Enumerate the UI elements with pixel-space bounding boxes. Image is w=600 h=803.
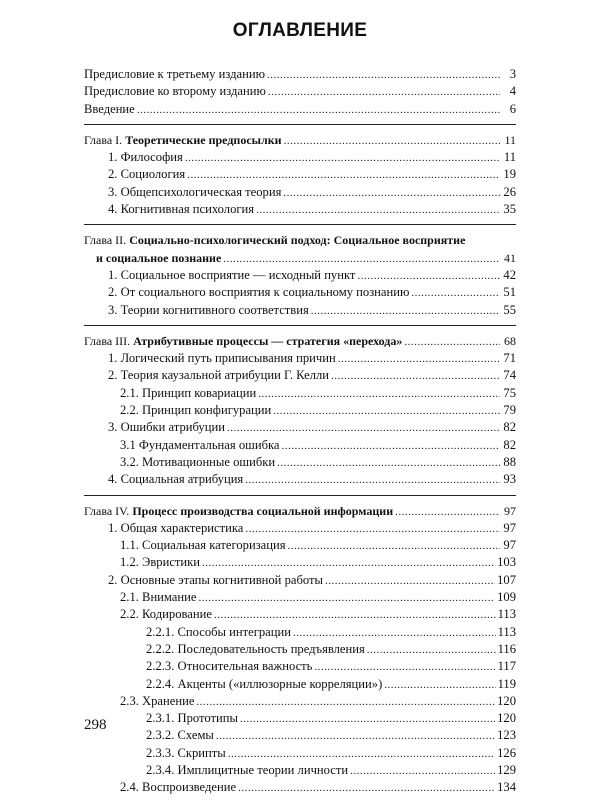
dot-leader — [277, 455, 500, 472]
entry-title: 3. Теории когнитивного соответствия — [108, 302, 309, 317]
chapter-entry[interactable] — [84, 132, 516, 149]
page-ref: 11 — [503, 150, 516, 165]
chapter-entry[interactable] — [84, 250, 516, 267]
entry-title: 2.4. Воспроизведение — [120, 780, 237, 795]
dot-leader — [283, 185, 500, 202]
page-ref: 116 — [497, 641, 516, 656]
toc-section — [84, 124, 516, 224]
chapter-number: Глава II. — [84, 233, 130, 248]
entry-title: 2.3.3. Скрипты — [146, 745, 226, 760]
toc-section — [84, 325, 516, 495]
toc-entry[interactable] — [84, 727, 516, 744]
page-title: ОГЛАВЛЕНИЕ — [232, 20, 368, 41]
dot-leader — [288, 538, 500, 555]
page-ref: 79 — [503, 403, 516, 418]
toc-section — [84, 224, 516, 324]
entry-title: Предисловие к третьему изданию — [84, 67, 265, 81]
page-ref: 35 — [503, 202, 516, 217]
page-ref: 82 — [503, 437, 516, 452]
dot-leader — [367, 642, 496, 659]
toc-entry[interactable] — [84, 572, 516, 589]
toc-entry[interactable] — [84, 589, 516, 606]
entry-title: 2.2.4. Акценты («иллюзорные корреляции») — [146, 676, 383, 691]
page-ref: 134 — [497, 780, 516, 795]
dot-leader — [187, 167, 500, 184]
page-ref: 26 — [503, 184, 516, 199]
entry-title: 4. Социальная атрибуция — [108, 472, 244, 487]
chapter-title: и социальное познание — [96, 250, 222, 265]
toc-entry[interactable] — [84, 367, 516, 384]
entry-title: 1. Социальное восприятие — исходный пункт — [108, 267, 356, 282]
page-ref: 113 — [497, 624, 516, 639]
page-ref: 103 — [497, 555, 516, 570]
entry-title: Предисловие ко второму изданию — [84, 84, 266, 99]
dot-leader — [196, 694, 495, 711]
dot-leader — [240, 711, 495, 728]
toc-entry[interactable] — [84, 184, 516, 201]
dot-leader — [256, 202, 500, 219]
page-ref: 129 — [497, 762, 516, 777]
page-ref: 42 — [503, 267, 516, 282]
dot-leader — [227, 420, 500, 437]
toc-entry[interactable] — [84, 676, 516, 693]
entry-title — [96, 250, 221, 267]
dot-leader — [331, 368, 500, 385]
chapter-title: Социально-психологический подход: Социальное восприятие — [129, 233, 466, 248]
dot-leader — [258, 386, 500, 403]
entry-title: 2. От социального восприятия к социальному познанию — [108, 285, 410, 300]
page-ref: 82 — [503, 420, 516, 435]
page-ref: 120 — [497, 693, 516, 708]
dot-leader — [273, 403, 500, 420]
toc-entry[interactable] — [84, 710, 516, 727]
entry-title: 2.2. Кодирование — [120, 607, 212, 622]
toc-entry[interactable] — [84, 437, 516, 454]
page-ref: 113 — [497, 607, 516, 622]
entry-title: 2.2.3. Относительная важность — [146, 659, 313, 674]
page-ref: 19 — [503, 167, 516, 182]
chapter-number: Глава III. — [84, 333, 134, 348]
toc-entry[interactable] — [84, 554, 516, 571]
toc-entry[interactable] — [84, 537, 516, 554]
toc-entry[interactable] — [84, 402, 516, 419]
entry-title: 2.3.1. Прототипы — [146, 711, 238, 726]
page-ref: 97 — [504, 503, 516, 518]
dot-leader — [411, 285, 500, 302]
page-ref: 6 — [509, 101, 516, 116]
chapter-entry[interactable] — [84, 503, 516, 520]
dot-leader — [185, 150, 500, 167]
dot-leader — [228, 746, 495, 763]
toc-section — [84, 66, 516, 124]
entry-title: 1.1. Социальная категоризация — [120, 538, 286, 553]
dot-leader — [311, 303, 500, 320]
toc-entry[interactable] — [84, 745, 516, 762]
entry-title: 1. Философия — [108, 150, 183, 165]
entry-title — [84, 503, 393, 520]
page-ref: 97 — [503, 520, 516, 535]
entry-title: 2.3. Хранение — [120, 693, 195, 708]
entry-title: 2.3.2. Схемы — [146, 728, 214, 743]
dot-leader — [293, 625, 496, 642]
toc-entry[interactable] — [84, 350, 516, 367]
toc-entry[interactable] — [84, 471, 516, 488]
dot-leader — [395, 504, 500, 521]
page-ref: 71 — [503, 351, 516, 366]
toc-entry[interactable] — [84, 658, 516, 675]
page-ref: 119 — [497, 676, 516, 691]
toc-entry[interactable] — [84, 454, 516, 471]
entry-title: 2.3.4. Имплицитные теории личности — [146, 762, 349, 777]
entry-title: 3. Общепсихологическая теория — [108, 184, 282, 199]
dot-leader — [267, 67, 500, 84]
toc-entry[interactable] — [84, 83, 516, 100]
entry-title: 2. Теория каузальной атрибуции Г. Келли — [108, 368, 329, 383]
page-ref: 51 — [503, 285, 516, 300]
dot-leader — [223, 251, 500, 268]
page-ref: 120 — [497, 711, 516, 726]
dot-leader — [404, 334, 500, 351]
toc-entry[interactable] — [84, 693, 516, 710]
page-ref: 109 — [497, 590, 516, 605]
page-ref: 97 — [503, 538, 516, 553]
entry-title: 2.2. Принцип конфигурации — [120, 403, 272, 418]
toc-section — [84, 495, 516, 803]
dot-leader — [325, 573, 495, 590]
entry-title: 3. Ошибки атрибуции — [108, 420, 225, 435]
toc-entry[interactable] — [84, 66, 516, 83]
toc-entry[interactable] — [84, 419, 516, 436]
chapter-title: Теоретические предпосылки — [125, 132, 282, 147]
entry-title — [84, 132, 282, 149]
dot-leader — [268, 84, 500, 101]
entry-title: 2.1. Внимание — [120, 590, 197, 605]
page-ref: 107 — [497, 572, 516, 587]
page-ref: 4 — [509, 84, 516, 99]
page-ref: 93 — [503, 472, 516, 487]
dot-leader — [350, 763, 495, 780]
dot-leader — [314, 659, 495, 676]
page-ref: 123 — [497, 728, 516, 743]
dot-leader — [338, 351, 500, 368]
dot-leader — [357, 268, 500, 285]
dot-leader — [282, 438, 501, 455]
table-of-contents — [84, 66, 516, 803]
toc-entry[interactable] — [84, 762, 516, 779]
dot-leader — [384, 677, 495, 694]
entry-title: 2.1. Принцип ковариации — [120, 385, 257, 400]
dot-leader — [216, 728, 495, 745]
toc-entry[interactable] — [84, 201, 516, 218]
chapter-title: Атрибутивные процессы — стратегия «перехода» — [133, 333, 403, 348]
toc-entry[interactable] — [84, 284, 516, 301]
chapter-number: Глава IV. — [84, 503, 133, 518]
chapter-title: Процесс производства социальной информации — [132, 503, 394, 518]
page-ref: 126 — [497, 745, 516, 760]
page-ref: 88 — [503, 454, 516, 469]
toc-entry[interactable] — [84, 302, 516, 319]
toc-entry[interactable] — [84, 267, 516, 284]
dot-leader — [238, 780, 495, 797]
chapter-entry[interactable] — [84, 232, 516, 249]
page-number: 298 — [84, 717, 107, 733]
toc-entry[interactable] — [84, 520, 516, 537]
page-ref: 68 — [504, 333, 516, 348]
dot-leader — [214, 607, 496, 624]
dot-leader — [245, 521, 500, 538]
chapter-number: Глава I. — [84, 132, 126, 147]
toc-entry[interactable] — [84, 166, 516, 183]
page-ref: 11 — [504, 132, 516, 147]
toc-entry[interactable] — [84, 606, 516, 623]
entry-title: 2. Социология — [108, 167, 186, 182]
dot-leader — [198, 590, 495, 607]
dot-leader — [284, 133, 500, 150]
toc-entry[interactable] — [84, 779, 516, 796]
entry-title: 1.2. Эвристики — [120, 555, 201, 570]
page-ref: 3 — [509, 67, 516, 81]
page-ref: 55 — [503, 302, 516, 317]
toc-entry[interactable] — [84, 385, 516, 402]
entry-title: 2.2.2. Последовательность предъявления — [146, 641, 365, 656]
toc-entry[interactable] — [84, 624, 516, 641]
entry-title: 2. Основные этапы когнитивной работы — [108, 572, 323, 587]
entry-title — [84, 333, 402, 350]
toc-entry[interactable] — [84, 641, 516, 658]
entry-title: 3.1 Фундаментальная ошибка — [120, 437, 280, 452]
page-ref: 41 — [504, 250, 516, 265]
dot-leader — [137, 102, 500, 119]
entry-title: 2.2.1. Способы интеграции — [146, 624, 291, 639]
dot-leader — [245, 472, 500, 489]
entry-title: 1. Логический путь приписывания причин — [108, 351, 336, 366]
entry-title — [84, 232, 465, 249]
toc-entry[interactable] — [84, 101, 516, 118]
page-ref: 117 — [497, 659, 516, 674]
dot-leader — [202, 555, 495, 572]
page-ref: 74 — [503, 368, 516, 383]
page-ref: 75 — [503, 385, 516, 400]
toc-entry[interactable] — [84, 149, 516, 166]
chapter-entry[interactable] — [84, 333, 516, 350]
entry-title: 3.2. Мотивационные ошибки — [120, 454, 276, 469]
entry-title: 1. Общая характеристика — [108, 520, 244, 535]
entry-title: Введение — [84, 101, 135, 116]
entry-title: 4. Когнитивная психология — [108, 202, 255, 217]
